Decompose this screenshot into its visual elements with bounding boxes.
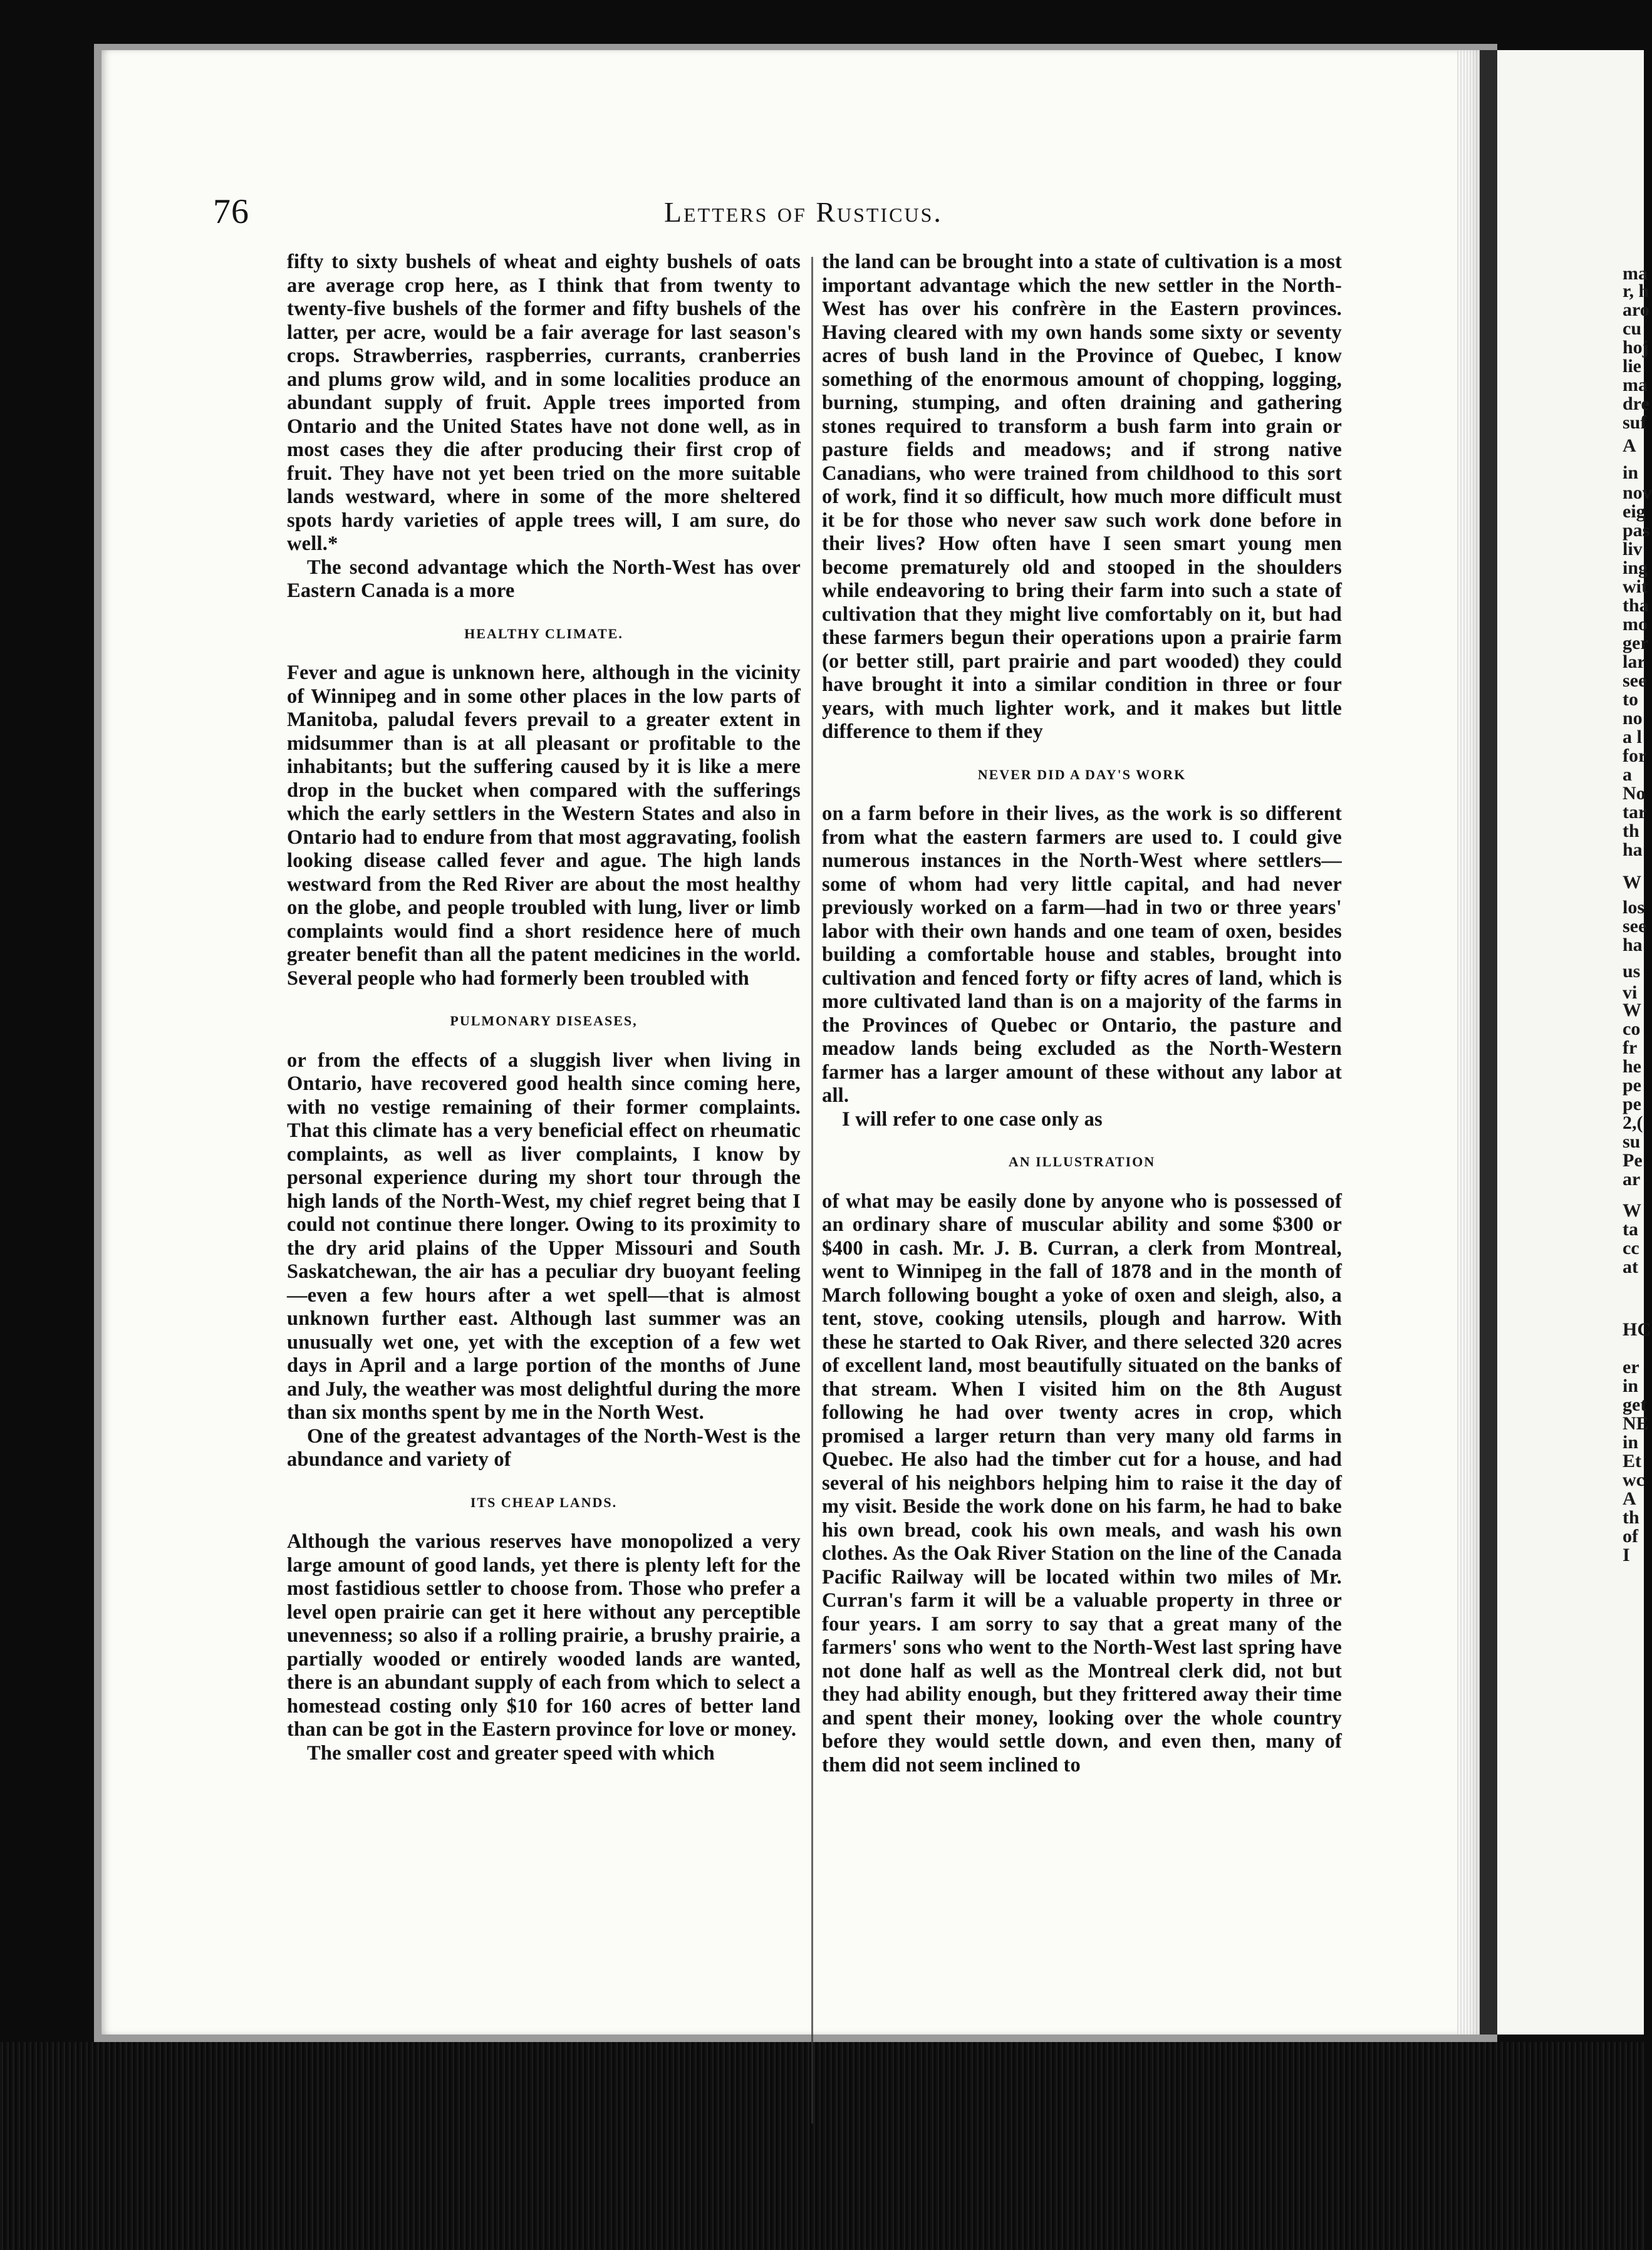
facing-page-text-fragment: ha — [1623, 935, 1643, 955]
facing-page-text-fragment: lar — [1623, 651, 1646, 672]
facing-page-text-fragment: tha — [1623, 595, 1649, 616]
paragraph: or from the effects of a sluggish liver when living in Ontario, have recovered good health since coming here, with no vestige remaining of their former complaints. That this climate has a very beneficial effect on rheumatic complaints, as well as liver complaints, I know by personal experience during my short tour through the high lands of the North-West, my chief regret being that I could not continue there longer. Owing to its proximity to the dry arid plains of the Upper Missouri and South Saskatchewan, the air has a peculiar dry buoyant feeling—even a few hours after a wet spell—that is almost unknown further east. Although last summer was an unusually wet one, yet with the exception of a few wet days in April and a large portion of the months of June and July, the weather was most delightful during the more than six months spent by me in the North West. — [287, 1049, 801, 1424]
section-heading: PULMONARY DISEASES, — [450, 1013, 638, 1029]
section-heading: AN ILLUSTRATION — [1008, 1154, 1156, 1169]
facing-page-text-fragment: th — [1623, 821, 1639, 841]
facing-page-text-fragment: liv — [1623, 539, 1643, 559]
facing-page-text-fragment: th — [1623, 1507, 1639, 1528]
facing-page-text-fragment: nov — [1623, 482, 1652, 503]
facing-page-text-fragment: ma — [1623, 263, 1648, 284]
column-rule — [811, 257, 813, 2123]
facing-page-text-fragment: in — [1623, 462, 1639, 483]
facing-page-text-fragment: ta — [1623, 1219, 1638, 1240]
facing-page-text-fragment: I — [1623, 1545, 1630, 1565]
facing-page-text-fragment: lie — [1623, 356, 1641, 376]
facing-page-text-fragment: he — [1623, 1056, 1641, 1077]
facing-page-text-fragment: A — [1623, 1488, 1636, 1509]
paragraph: Although the various reserves have monopolized a very large amount of good lands, yet there is plenty left for the most fastidious settler to choose from. Those who prefer a level open prairie can get it here without any perceptible unevenness; so also if a rolling prairie, a brushy prairie, a partially wooded or entirely wooded lands are wanted, there is an abundant supply of each from which to select a homestead costing only $10 for 160 acres of better land than can be got in the Eastern province for love or money. — [287, 1530, 801, 1741]
facing-page-text-fragment: NE — [1623, 1413, 1649, 1434]
facing-page-text-fragment: r, h — [1623, 281, 1649, 301]
facing-page-text-fragment: eig — [1623, 501, 1646, 522]
facing-page-text-fragment: in — [1623, 1432, 1639, 1453]
section-heading: NEVER DID A DAY'S WORK — [977, 766, 1187, 782]
facing-page-text-fragment: hoj — [1623, 337, 1649, 358]
facing-page-text-fragment: dre — [1623, 393, 1649, 414]
facing-page-text-fragment: fr — [1623, 1037, 1638, 1058]
facing-page-text-fragment: cc — [1623, 1238, 1639, 1258]
right-text-column — [822, 251, 1342, 1777]
facing-page-text-fragment: see — [1623, 670, 1647, 691]
paragraph: Fever and ague is unknown here, although in the vicinity of Winnipeg and in some other places in the low parts of Manitoba, paludal fevers prevail to a greater extent in midsummer than is at all pleasant or profitable to the inhabitants; but the suffering caused by it is like a mere drop in the bucket when compared with the sufferings which the early settlers in the Western States and also in Ontario had to endure from that most aggravating, foolish looking disease called fever and ague. The high lands westward from the Red River are about the most healthy on the globe, and people troubled with lung, liver or limb complaints would find a short residence here of much greater benefit than all the patent medicines in the world. Several people who had formerly been troubled with — [287, 661, 801, 990]
book-gutter — [1480, 50, 1497, 2035]
facing-page-text-fragment: wit — [1623, 576, 1648, 597]
facing-page-text-fragment: ing — [1623, 557, 1648, 578]
facing-page-text-fragment: er — [1623, 1357, 1639, 1377]
paragraph: One of the greatest advantages of the North-West is the abundance and variety of — [287, 1424, 801, 1471]
page-number: 76 — [213, 192, 249, 231]
paragraph: on a farm before in their lives, as the work is so different from what the eastern farmers are used to. I could give numerous instances in the North-West where settlers—some of whom had very little capital, and had never previously worked on a farm—had in two or three years' labor with their own hands and one team of oxen, besides building a comfortable house and stables, brought into cultivation and fenced forty or fifty acres of land, which is more cultivated land than is on a majority of the farms in the Provinces of Quebec or Ontario, the pasture and meadow lands being excluded as the North-Western farmer has a larger amount of these without any labor at all. — [822, 802, 1342, 1107]
facing-page-text-fragment: Et — [1623, 1451, 1641, 1471]
facing-page-text-fragment: A — [1623, 435, 1636, 456]
section-heading: ITS CHEAP LANDS. — [470, 1494, 618, 1510]
running-head: Letters of Rusticus. — [664, 196, 943, 228]
section-heading: HEALTHY CLIMATE. — [464, 625, 623, 641]
facing-page-text-fragment: a — [1623, 764, 1632, 785]
facing-page-text-fragment: wc — [1623, 1470, 1644, 1490]
facing-page-text-fragment: Pe — [1623, 1150, 1643, 1171]
facing-page-text-fragment: pe — [1623, 1075, 1641, 1096]
facing-page-text-fragment: tar — [1623, 802, 1647, 822]
left-text-column — [287, 251, 801, 1765]
facing-page-text-fragment: W — [1623, 1200, 1641, 1221]
facing-page-text-fragment: for — [1623, 745, 1647, 766]
paragraph: the land can be brought into a state of cultivation is a most important advantage which the new settler in the North-West has over his confrère in the Eastern provinces. Having cleared with my own hands some sixty or seventy acres of bush land in the Province of Quebec, I know something of the enormous amount of chopping, logging, burning, stumping, and often draining and gathering stones required to transform a bush farm into grain or pasture fields and meadows; and if strong native Canadians, who were trained from childhood to this sort of work, find it so difficult, how much more difficult must it be for those who never saw such work done before in their lives? How often have I seen smart young men become prematurely old and stooped in the shoulders while endeavoring to bring their farm into such a state of cultivation that they might live comfortably on it, but had these farmers begun their operations upon a prairie farm (or better still, part prairie and part wooded) they could have brought it into a similar condition in three or four years, with much lighter work, and it makes but little difference to them if they — [822, 251, 1342, 743]
facing-page-text-fragment: ma — [1623, 375, 1648, 395]
facing-page-text-fragment: in — [1623, 1376, 1639, 1396]
facing-page-text-fragment: no — [1623, 708, 1643, 728]
facing-page-text-fragment: aro — [1623, 299, 1649, 320]
facing-page-text-fragment: los — [1623, 897, 1645, 918]
paragraph: The second advantage which the North-West has over Eastern Canada is a more — [287, 556, 801, 602]
facing-page-text-fragment: pas — [1623, 520, 1650, 541]
facing-page-text-fragment: to — [1623, 689, 1638, 710]
facing-page-text-fragment: co — [1623, 1019, 1641, 1039]
facing-page-text-fragment: mo — [1623, 614, 1648, 635]
facing-page-text-fragment: W — [1623, 1000, 1641, 1020]
facing-page-text-fragment: see — [1623, 916, 1647, 936]
facing-page-text-fragment: suf — [1623, 412, 1647, 433]
paragraph: fifty to sixty bushels of wheat and eighty bushels of oats are average crop here, as I think that from twenty to twenty-five bushels of the former and fifty bushels of the latter, per acre, would be a fair average for last season's crops. Strawberries, raspberries, currants, cranberries and plums grow wild, and in some localities produce an abundant supply of fruit. Apple trees imported from Ontario and the United States have not done well, as in most cases they die after producing their first crop of fruit. They have not yet been tried on the more suitable lands westward, where in some of the more sheltered spots hardy varieties of apple trees will, I am sure, do well.* — [287, 251, 801, 555]
facing-page-text-fragment: ar — [1623, 1169, 1641, 1190]
facing-page-text-fragment: at — [1623, 1257, 1638, 1277]
facing-page-fragment — [1497, 50, 1652, 2035]
facing-page-text-fragment: get — [1623, 1394, 1647, 1415]
paragraph: I will refer to one case only as — [842, 1107, 1103, 1131]
facing-page-text-fragment: HC — [1623, 1319, 1651, 1340]
facing-page-text-fragment: vi — [1623, 982, 1638, 1003]
facing-page-text-fragment: ger — [1623, 633, 1649, 653]
scan-background — [0, 2042, 1644, 2250]
facing-page-text-fragment: su — [1623, 1131, 1641, 1152]
facing-page-text-fragment: of — [1623, 1526, 1638, 1547]
paragraph: The smaller cost and greater speed with which — [307, 1741, 715, 1765]
facing-page-text-fragment: a l — [1623, 727, 1642, 747]
facing-page-text-fragment: No — [1623, 783, 1646, 804]
facing-page-text-fragment: us — [1623, 961, 1641, 982]
facing-page-text-fragment: 2,( — [1623, 1112, 1643, 1133]
facing-page-text-fragment: pe — [1623, 1094, 1641, 1114]
facing-page-text-fragment: W — [1623, 872, 1641, 893]
facing-page-text-fragment: cu — [1623, 318, 1641, 339]
paragraph: of what may be easily done by anyone who is possessed of an ordinary share of muscular ability and some $300 or $400 in cash. Mr. J. B. Curran, a clerk from Montreal, went to Winnipeg in the fall of 1878 and in the month of March following bought a yoke of oxen and sleigh, also, a tent, stove, cooking utensils, plough and harrow. With these he started to Oak River, and there selected 320 acres of excellent land, most beautifully situated on the banks of that stream. When I visited him on the 8th August following he had over twenty acres in crop, which promised a larger return than very many old farms in Quebec. He also had the timber cut for a house, and had several of his neighbors helping him to raise it the day of my visit. Beside the work done on his farm, he had to bake his own bread, cook his own meals, and wash his own clothes. As the Oak River Station on the line of the Canada Pacific Railway will be located within two miles of Mr. Curran's farm it will be a valuable property in three or four years. I am sorry to say that a great many of the farmers' sons who went to the North-West last spring have not done half as well as the Montreal clerk did, not but they had ability enough, but they frittered away their time and spent their money, looking over the whole country before they would settle down, and even then, many of them did not seem inclined to — [822, 1190, 1342, 1776]
facing-page-text-fragment: ha — [1623, 839, 1643, 860]
